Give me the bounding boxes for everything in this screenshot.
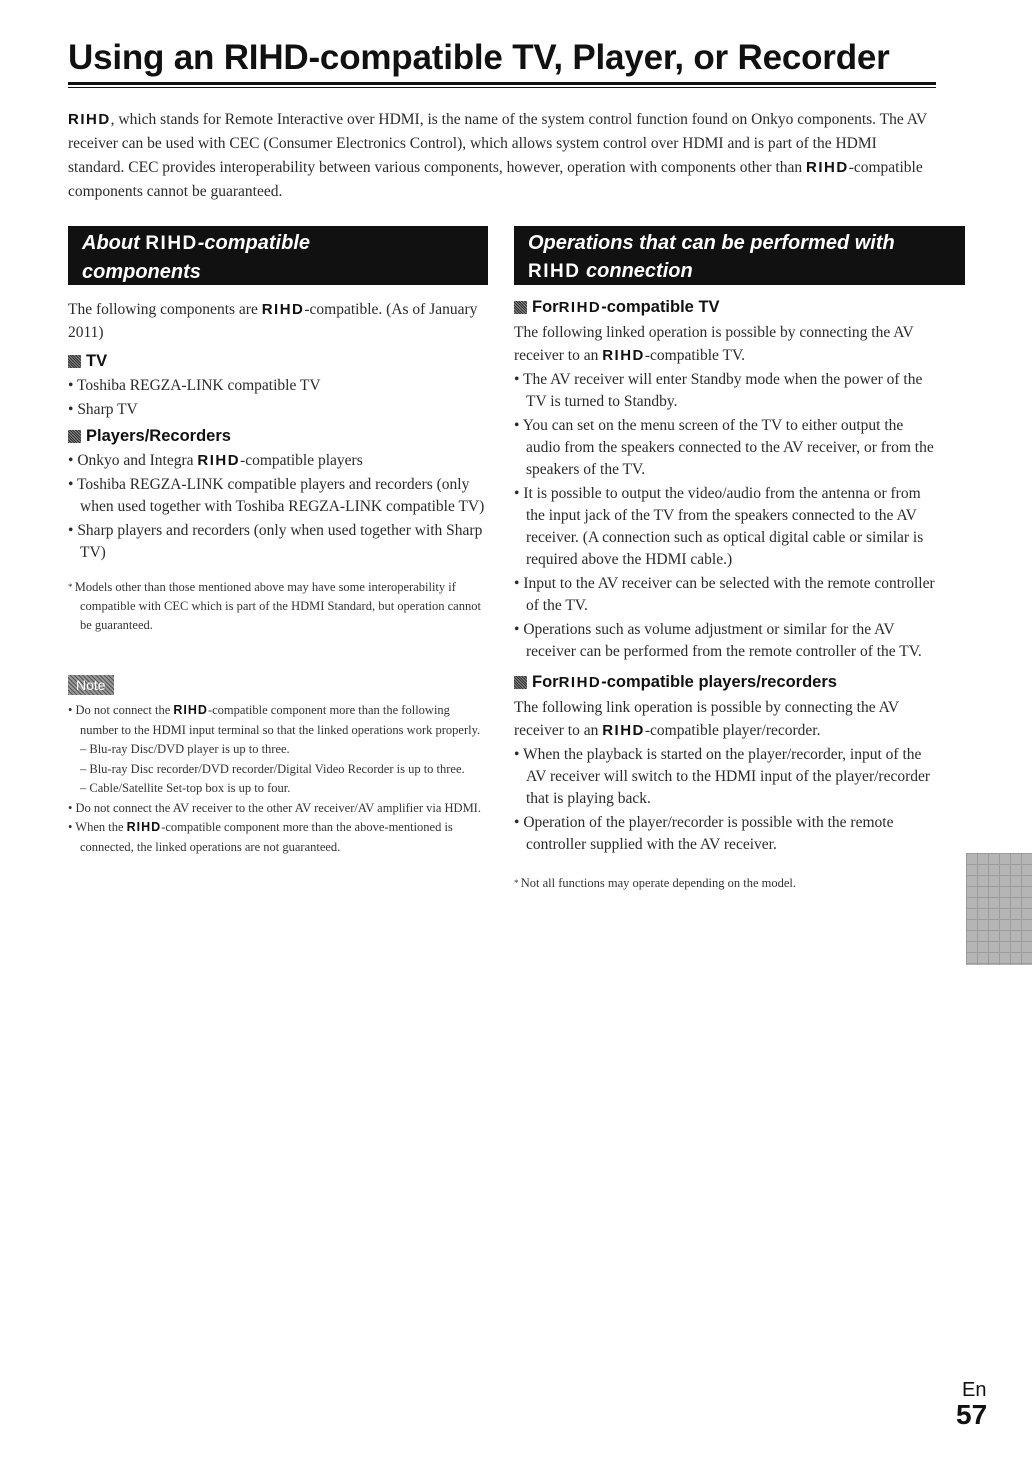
heading-text: Operations that can be performed with xyxy=(528,232,895,254)
intro-paragraph xyxy=(68,108,936,204)
list-item: • You can set on the menu screen of the TV to either output the audio from the speakers connected to the AV receiver, or from the speakers of the TV. xyxy=(514,415,936,481)
left-column xyxy=(68,298,488,857)
item-text: Onkyo and Integra xyxy=(77,452,198,469)
chapter-tab-marker xyxy=(966,853,1032,965)
note-text: Do not connect the xyxy=(75,703,174,717)
list-item: • When the playback is started on the player/recorder, input of the AV receiver will switch to the HDMI input of the player/recorder that is playing back. xyxy=(514,744,936,810)
heading-text: About xyxy=(82,232,146,254)
language-label: En xyxy=(962,1379,987,1401)
list-item: • The AV receiver will enter Standby mode when the power of the TV is turned to Standby. xyxy=(514,369,936,413)
para-text: -compatible TV. xyxy=(644,347,746,364)
list-item: • Sharp TV xyxy=(68,399,488,421)
subheading-text: -compatible players/recorders xyxy=(601,673,837,691)
note-list xyxy=(68,701,488,857)
square-bullet-icon xyxy=(514,301,527,314)
section-heading-operations xyxy=(514,226,965,285)
rihd-logo: RIHD xyxy=(261,301,305,318)
heading-text: -compatible xyxy=(197,232,311,254)
subheading-text: For xyxy=(532,298,559,316)
rihd-logo: RIHD xyxy=(528,261,581,282)
page-number: 57 xyxy=(956,1399,988,1430)
list-item: • Toshiba REGZA-LINK compatible TV xyxy=(68,375,488,397)
rihd-logo: RIHD xyxy=(68,111,111,128)
note-text: -compatible component more than the following number to the HDMI input terminal so that the linked operations work properly. xyxy=(80,703,481,737)
rihd-logo: RIHD xyxy=(197,452,241,469)
rihd-logo: RIHD xyxy=(806,159,849,176)
rihd-logo: RIHD xyxy=(602,722,645,739)
note-subitem: – Blu-ray Disc/DVD player is up to three. xyxy=(68,740,488,760)
list-item: • Input to the AV receiver can be selected with the remote controller of the TV. xyxy=(514,573,936,617)
players-list xyxy=(68,450,488,564)
square-bullet-icon xyxy=(68,430,81,443)
note-item xyxy=(68,818,488,857)
para-text: -compatible player/recorder. xyxy=(644,722,821,739)
rihd-logo: RIHD xyxy=(558,299,602,316)
para-text: The following linked operation is possible by connecting the AV receiver to an xyxy=(514,324,914,364)
note-text: When the xyxy=(75,820,127,834)
note-item xyxy=(68,701,488,740)
right-column xyxy=(514,298,936,893)
list-item: • Operations such as volume adjustment or similar for the AV receiver can be performed from the remote controller of the TV. xyxy=(514,619,936,663)
intro-text-1: , which stands for Remote Interactive over HDMI, is the name of the system control function found on Onkyo components. The AV receiver can be used with CEC (Consumer Electronics Control), which allows system control over HDMI and is part of the HDMI standard. CEC provides interoperability between various components, however, operation with components other than xyxy=(68,111,927,176)
rihd-logo: RIHD xyxy=(602,347,645,364)
title-rule xyxy=(68,82,936,85)
intro-text-2: -compatible components cannot be guaranteed. xyxy=(68,159,923,200)
subheading-for-tv xyxy=(514,298,936,317)
footnote: * Models other than those mentioned above may have some interoperability if compatible with CEC which is part of the HDMI Standard, but operation cannot be guaranteed. xyxy=(68,578,488,635)
tv-operations-list xyxy=(514,369,936,663)
rihd-logo: RIHD xyxy=(145,233,198,254)
section-heading-about xyxy=(68,226,488,285)
compatible-intro xyxy=(68,298,488,344)
subheading-for-players xyxy=(514,673,936,692)
footnote: * Not all functions may operate depending on the model. xyxy=(514,874,936,893)
note-item: • Do not connect the AV receiver to the other AV receiver/AV amplifier via HDMI. xyxy=(68,799,488,819)
square-bullet-icon xyxy=(514,676,527,689)
square-bullet-icon xyxy=(68,355,81,368)
para-text: -compatible. (As of January 2011) xyxy=(68,301,478,341)
page-title: Using an RIHD-compatible TV, Player, or Recorder xyxy=(68,38,890,77)
subheading-tv xyxy=(68,352,488,371)
subheading-text: -compatible TV xyxy=(601,298,720,316)
tv-list xyxy=(68,375,488,421)
para-text: The following link operation is possible by connecting the AV receiver to an xyxy=(514,699,899,739)
list-item: • It is possible to output the video/audio from the antenna or from the input jack of the TV from the speakers connected to the AV receiver. (A connection such as optical digital cable or similar is required above the HDMI cable.) xyxy=(514,483,936,571)
heading-text: components xyxy=(82,261,201,283)
rihd-logo: RIHD xyxy=(126,820,162,834)
players-operation-intro xyxy=(514,696,936,742)
note-box xyxy=(68,675,488,857)
rihd-logo: RIHD xyxy=(173,703,208,717)
heading-text: connection xyxy=(580,260,693,282)
note-badge: Note xyxy=(68,675,114,695)
list-item: • Operation of the player/recorder is possible with the remote controller supplied with the AV receiver. xyxy=(514,812,936,856)
subheading-players xyxy=(68,427,488,446)
item-text: -compatible players xyxy=(240,452,363,469)
subheading-text: Players/Recorders xyxy=(86,427,231,445)
title-rule-thin xyxy=(68,87,936,88)
note-subitem: – Blu-ray Disc recorder/DVD recorder/Digital Video Recorder is up to three. xyxy=(68,760,488,780)
para-text: The following components are xyxy=(68,301,262,318)
list-item: • Sharp players and recorders (only when used together with Sharp TV) xyxy=(68,520,488,564)
list-item xyxy=(68,450,488,472)
note-subitem: – Cable/Satellite Set-top box is up to four. xyxy=(68,779,488,799)
tv-operation-intro xyxy=(514,321,936,367)
subheading-text: For xyxy=(532,673,559,691)
list-item: • Toshiba REGZA-LINK compatible players and recorders (only when used together with Toshiba REGZA-LINK compatible TV) xyxy=(68,474,488,518)
rihd-logo: RIHD xyxy=(558,674,602,691)
players-operations-list xyxy=(514,744,936,856)
note-text: -compatible component more than the above-mentioned is connected, the linked operations are not guaranteed. xyxy=(80,820,453,854)
subheading-text: TV xyxy=(86,352,108,370)
